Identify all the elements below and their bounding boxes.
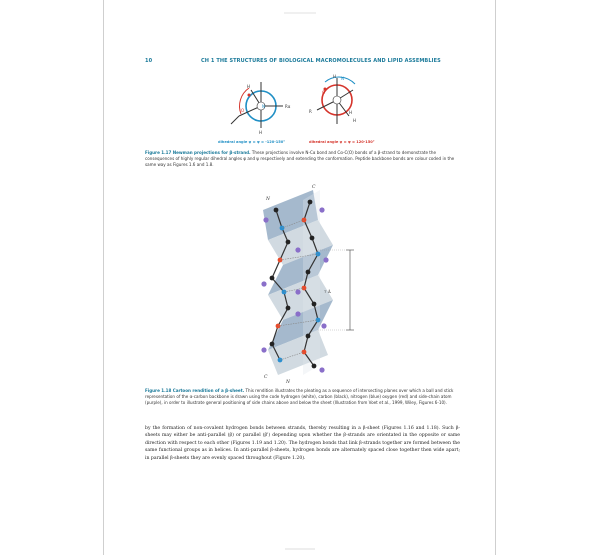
running-header (145, 58, 455, 68)
atom-label-h-lower-right: H (349, 110, 353, 115)
atom-label-h-far-right: H (353, 118, 357, 123)
atom-label-o-left: O (241, 108, 245, 113)
figure-1-18-label: Figure 1.18 (145, 388, 172, 393)
newman-projection-right (309, 74, 356, 124)
page-number: 10 (145, 58, 153, 64)
strand-label-n-bottom: N (286, 380, 290, 385)
figure-1-17-title: Newman projections for β-strand. (172, 150, 251, 155)
body-paragraph: by the formation of non-covalent hydrogen bonds between strands, thereby resulting in a β-sheet (Figures 1.16 and 1.18). Such β-sheets may either be anti-parallel (β) or parallel (β') depending upon whether the β-strands are orientated in the opposite or same direction with respect to each other (Figures 1.19 and 1.20). The hydrogen bonds that link β-strands together are formed between the same functional groups as in helices. In anti-parallel β-sheets, hydrogen bonds are alternately spaced close together then wide apart; in parallel β-sheets they are evenly spaced throughout (Figure 1.20). (145, 426, 460, 461)
figure-1-17-label: Figure 1.17 (145, 150, 172, 155)
atom-label-n-right: N (341, 76, 344, 81)
distance-label: 7 Å (324, 289, 331, 294)
newman-projection-left (231, 82, 291, 135)
strand-label-c-top: C (312, 185, 316, 190)
figure-1-17-text: These projections involve N-Cα bond and Cα-C(O) bonds of a β-strand to demonstrate the consequences of highly regular dihedral angles φ and ψ respectively and extending the conformation. Peptide backbone bonds are colour coded in the same way as Figures 1.6 and 1.8. (145, 150, 455, 167)
atom-label-ra-left: Rα (285, 104, 291, 109)
dihedral-angle-label-left: dihedral angle φ = ψ = -120-150° (218, 140, 286, 144)
beta-sheet-figure (258, 180, 378, 385)
atom-label-h-top-left: H (247, 84, 251, 89)
figure-1-17-caption (145, 150, 460, 167)
figure-1-18-caption (145, 388, 460, 405)
running-title: CH 1 THE STRUCTURES OF BIOLOGICAL MACROMOLECULES AND LIPID ASSEMBLIES (201, 58, 441, 64)
newman-projections-figure (225, 72, 375, 136)
atom-label-r-right: R (309, 109, 312, 114)
figure-1-18-title: Cartoon rendition of a β-sheet. (172, 388, 245, 393)
page-footer-mark (285, 548, 315, 550)
figure-1-18-text: This rendition illustrates the pleating as a sequence of intersecting planes over which a ball and stick representation of the α-carbon backbone is drawn using the code hydrogen (white), carbon (black), nitrogen (blue) oxygen (red) and side-chain atom (purple), in order to illustrate general positioning of side chains above and below the sheet (Illustration from Voet et al., 1999, Wiley, Figures 6-10). (145, 388, 454, 405)
atom-label-o-right: O (322, 90, 326, 95)
atom-label-n-left: N (262, 104, 265, 109)
atom-label-h-top-right: H (333, 74, 337, 79)
strand-label-c-bottom: C (264, 375, 268, 380)
atom-label-h-bottom-left: H (259, 130, 263, 135)
dihedral-angle-label-right: dihedral angle φ = ψ = 120-150° (309, 140, 375, 144)
strand-label-n-top: N (266, 197, 270, 202)
